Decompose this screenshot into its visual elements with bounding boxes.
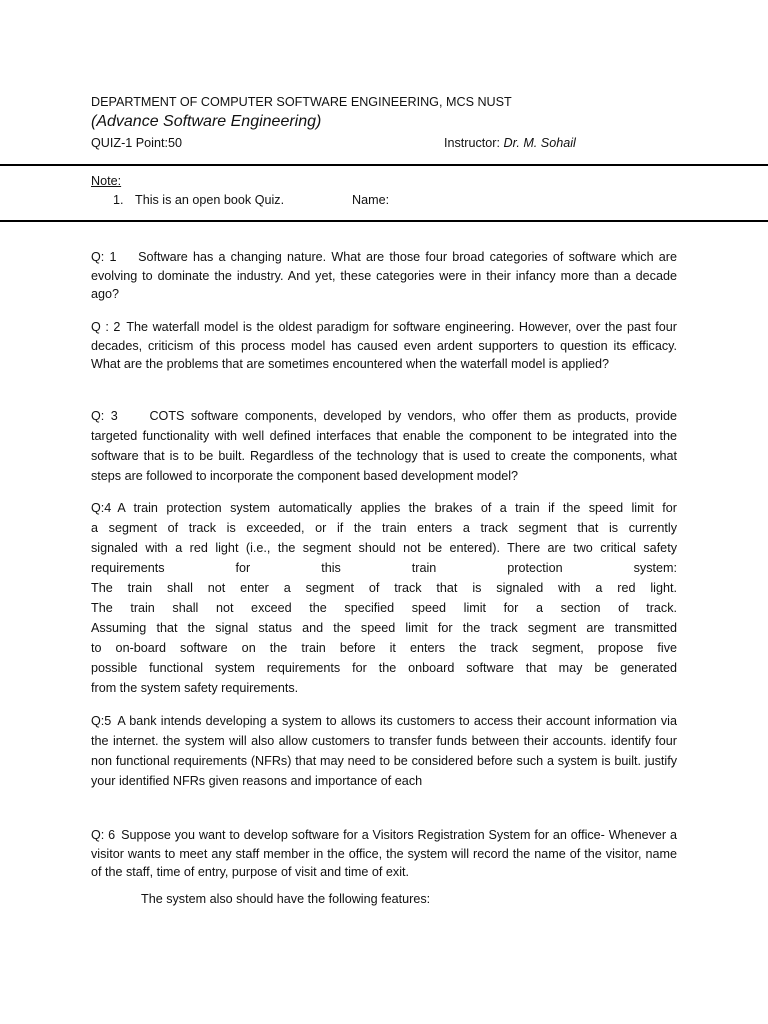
question-2-text: The waterfall model is the oldest paradigm for software engineering. However, over the past four decades, criticism of this process model has caused even ardent supporters to question its efficacy. What are the problems that are sometimes encountered when the waterfall model is applied? [91,320,677,371]
question-4-line: requirements for this train protection system: [91,561,677,575]
name-label: Name: [352,193,390,207]
question-4-line: possible functional system requirements for the onboard software that may be generated [91,661,677,675]
question-3 [91,406,677,486]
question-3-text: COTS software components, developed by vendors, who offer them as products, provide targeted functionality with well defined interfaces that enable the component to be integrated into the software that is to be built. Regardless of the technology that is used to create the components, what steps are followed to incorporate the component based development model? [91,409,677,483]
question-1-text: Software has a changing nature. What are those four broad categories of software which are evolving to dominate the industry. And yet, these categories were in their infancy more than a decade ago? [91,250,677,301]
course-title: (Advance Software Engineering) [91,113,322,130]
note-label: Note: [91,174,122,188]
quiz-points: QUIZ-1 Point:50 [91,136,182,150]
question-4-line: Q:4 A train protection system automatically applies the brakes of a train if the speed limit for [91,501,677,515]
question-4-line: Assuming that the signal status and the speed limit for the track segment are transmitted [91,621,677,635]
question-1-number: Q: 1 [91,250,117,264]
question-4-line: a segment of track is exceeded, or if the train enters a track segment that is currently [91,521,677,535]
question-4-number: Q:4 [91,501,112,515]
question-4 [91,498,677,698]
question-2-number: Q : 2 [91,320,121,334]
question-6-text: Suppose you want to develop software for a Visitors Registration System for an office- Whenever a visitor wants to meet any staff member in the office, the system will record the name of the visitor, name of the staff, time of entry, purpose of visit and time of exit. [91,828,677,879]
question-4-line: to on-board software on the train before it enters the track segment, propose five [91,641,677,655]
note-item [113,193,284,207]
question-6 [91,826,677,882]
question-5-text: A bank intends developing a system to allows its customers to access their account information via the internet. the system will also allow customers to transfer funds between their accounts. identify four non functional requirements (NFRs) that may need to be considered before such a system is built. justify your identified NFRs given reasons and importance of each [91,714,677,788]
instructor [444,136,576,150]
question-5 [91,711,677,791]
question-6-subtext: The system also should have the following features: [141,892,431,906]
question-6-number: Q: 6 [91,828,116,842]
question-4-line: The train shall not enter a segment of track that is signaled with a red light. [91,581,677,595]
instructor-name: Dr. M. Sohail [503,136,576,150]
note-item-number: 1. [113,193,124,207]
question-1 [91,248,677,304]
question-4-line: signaled with a red light (i.e., the segment should not be entered). There are two critical safety [91,541,677,555]
header-divider-top [0,164,768,166]
department-title: DEPARTMENT OF COMPUTER SOFTWARE ENGINEERING, MCS NUST [91,95,512,109]
instructor-label: Instructor: [444,136,504,150]
header-divider-bottom [0,220,768,222]
question-3-number: Q: 3 [91,409,118,423]
question-4-line: from the system safety requirements. [91,681,299,695]
question-5-number: Q:5 [91,714,112,728]
question-2 [91,318,677,374]
question-4-line: The train shall not exceed the specified speed limit for a section of track. [91,601,677,615]
note-item-text: This is an open book Quiz. [135,193,285,207]
